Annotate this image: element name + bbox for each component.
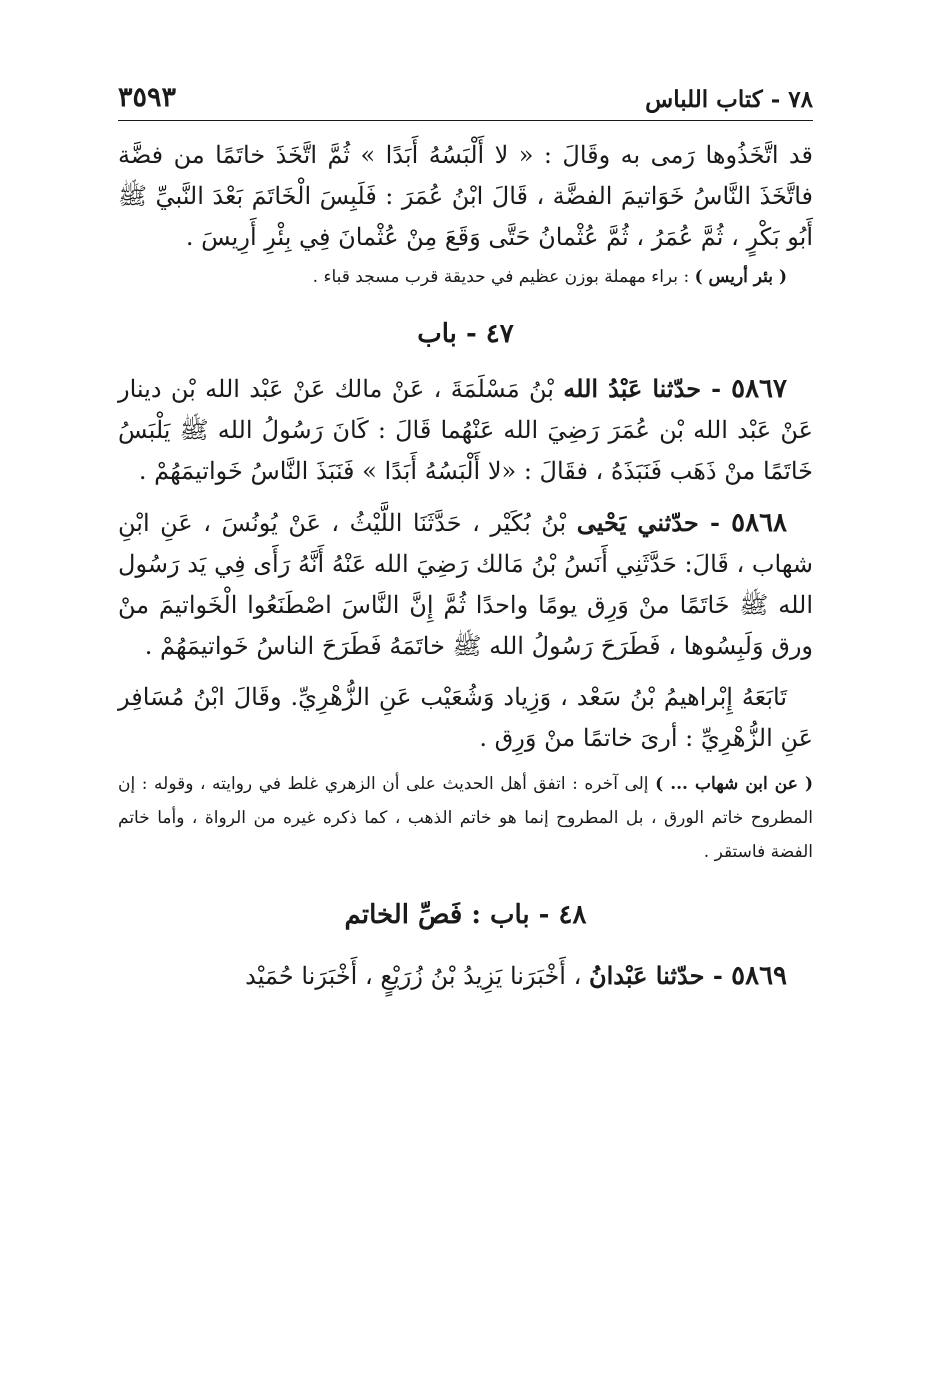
chapter-heading: ٤٨ - باب : فَصِّ الخاتم xyxy=(344,900,587,930)
text-paragraph xyxy=(118,677,813,759)
footnote-paragraph xyxy=(118,767,813,869)
text-paragraph xyxy=(118,135,813,258)
hadith-paragraph xyxy=(118,955,813,997)
hadith-number: ٥٨٦٧ xyxy=(731,374,787,404)
chapter-title: ٧٨ - كتاب اللباس xyxy=(645,86,813,113)
hadith-number: ٥٨٦٨ xyxy=(731,508,787,538)
footnote-paragraph xyxy=(118,260,813,294)
book-page xyxy=(118,80,813,997)
hadith-lead: - حدّثنا عَبْدانُ xyxy=(588,961,732,990)
hadith-lead: - حدّثنا عَبْدُ الله xyxy=(563,374,732,403)
running-header xyxy=(118,80,813,121)
hadith-number: ٥٨٦٩ xyxy=(731,961,787,991)
hadith-text: ، أَخْبَرَنا يَزِيدُ بْنُ زُرَيْعٍ ، أَخْبَرَنا حُمَيْد xyxy=(245,962,589,990)
footnote-reference: ( عن ابن شهاب ... ) xyxy=(655,774,813,794)
chapter-heading: ٤٧ - باب xyxy=(417,319,514,349)
footnote-reference: ( بئر أريس ) xyxy=(694,267,787,287)
hadith-paragraph xyxy=(118,502,813,667)
footnote-text: إلى آخره : اتفق أهل الحديث على أن الزهري غلط في روايته ، وقوله : إن المطروح خاتم الورق ، بل المطروح إنما هو خاتم الذهب ، كما ذكره غيره من الرواة ، وأما خاتم الفضة فاستقر . xyxy=(118,774,813,862)
paragraph-text: قد اتَّخَذُوها رَمى به وقَالَ : « لا أَلْبَسُهُ أَبَدًا » ثُمَّ اتَّخَذَ خاتَمًا من فضَّة فاتَّخَذَ النَّاسُ خَوَاتيمَ الفضَّة ، قَالَ ابْنُ عُمَرَ : فَلَبِسَ الْخَاتَمَ بَعْدَ النَّبيِّ ﷺ أَبُو بَكْرٍ ، ثُمَّ عُمَرُ ، ثُمَّ عُثْمانُ حَتَّى وَقَعَ مِنْ عُثْمانَ فِي بِئْرِ أَرِيسَ . xyxy=(118,141,814,251)
hadith-lead: - حدّثني يَحْيى xyxy=(576,508,732,537)
page-number: ٣٥٩٣ xyxy=(118,82,177,113)
hadith-text: بْنُ بُكَيْر ، حَدَّثَنَا اللَّيْثُ ، عَنْ يُونُسَ ، عَنِ ابْنِ شهاب ، قَالَ: حَدَّثَنِي أَنَسُ بْنُ مَالك رَضِيَ الله عَنْهُ أَنَّهُ رَأَى فِي يَد رَسُول الله ﷺ خَاتَمًا منْ وَرِق يومًا واحدًا ثُمَّ إِنَّ النَّاسَ اصْطَنَعُوا الْخَواتيمَ منْ ورق وَلَبِسُوها ، فَطَرَحَ رَسُولُ الله ﷺ خاتَمَهُ فَطَرَحَ الناسُ خَواتيمَهُمْ . xyxy=(118,509,813,660)
hadith-paragraph xyxy=(118,368,813,492)
hadith-text: بْنُ مَسْلَمَةَ ، عَنْ مالك عَنْ عَبْد الله بْن دينار عَنْ عَبْد الله بْن عُمَرَ رَضِيَ الله عَنْهُما قَالَ : كَانَ رَسُولُ الله ﷺ يَلْبَسُ خَاتَمًا منْ ذَهَب فَنَبَذَهُ ، فقَالَ : «لا أَلْبَسُهُ أَبَدًا » فَنَبَذَ النَّاسُ خَواتيمَهُمْ . xyxy=(118,375,813,485)
footnote-text: : براء مهملة بوزن عظيم في حديقة قرب مسجد قباء . xyxy=(312,267,695,287)
paragraph-text: تَابَعَهُ إِبْراهيمُ بْنُ سَعْد ، وَزِياد وَشُعَيْب عَنِ الزُّهْرِيِّ. وقَالَ ابْنُ مُسَافِر عَنِ الزُّهْرِيِّ : أرىَ خاتمًا منْ وَرِق . xyxy=(118,683,813,752)
